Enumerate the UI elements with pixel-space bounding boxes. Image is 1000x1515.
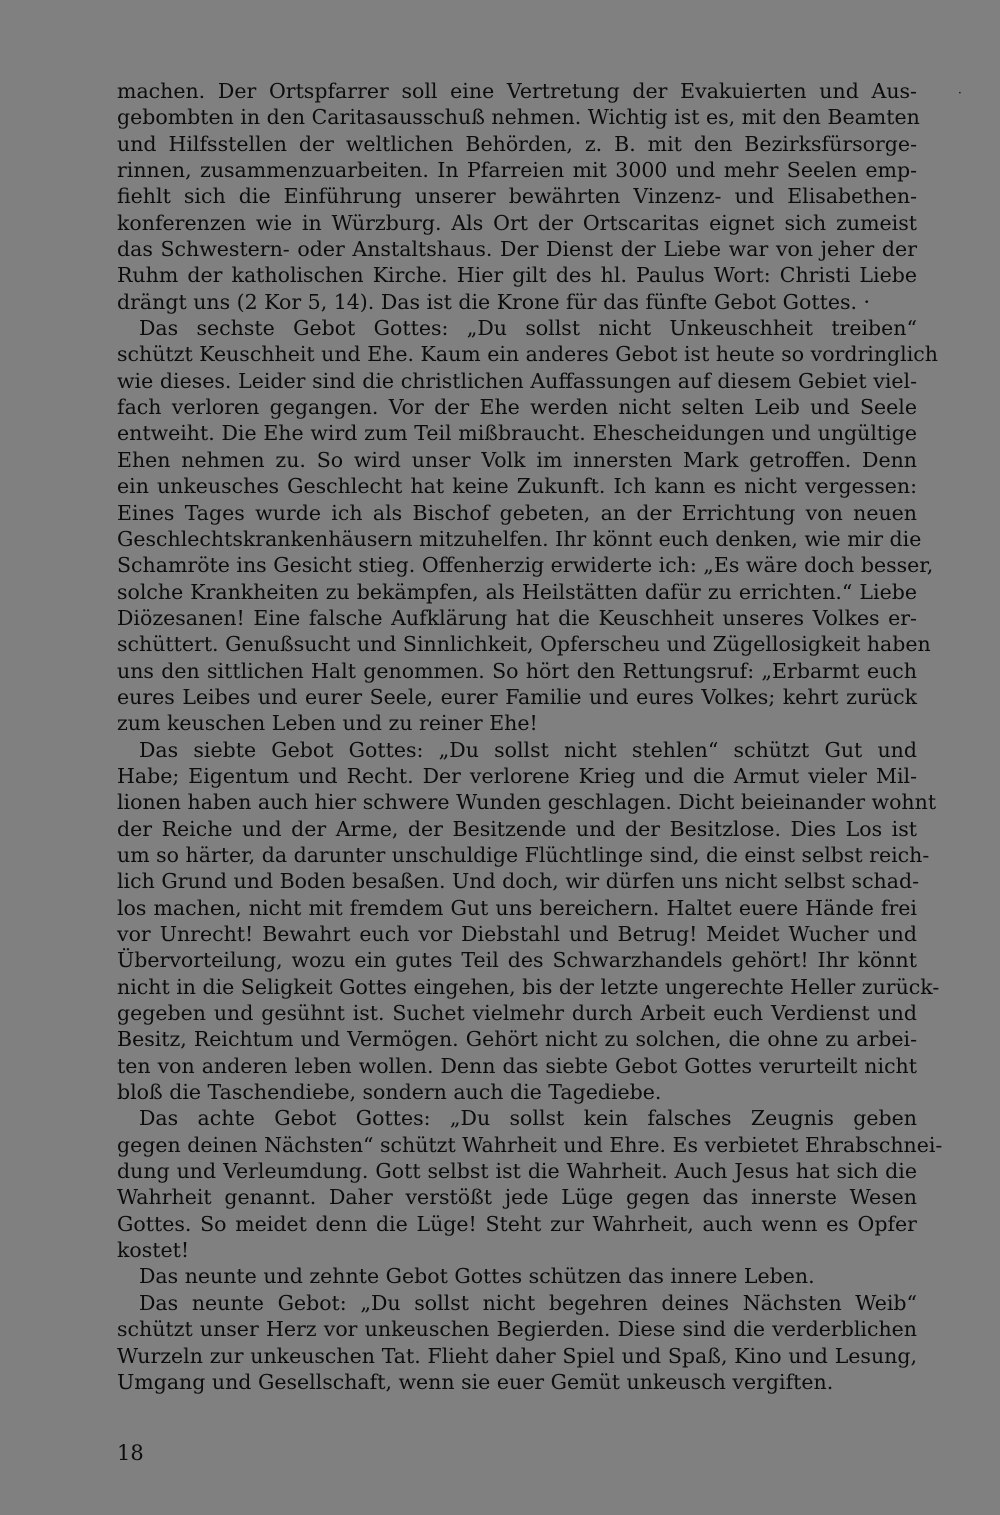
text-line: schützt unser Herz vor unkeuschen Begierden. Diese sind die verderblichen	[117, 1317, 917, 1342]
text-line: Das neunte und zehnte Gebot Gottes schützen das innere Leben.	[139, 1264, 815, 1289]
text-line: fiehlt sich die Einführung unserer bewährten Vinzenz- und Elisabethen-	[117, 184, 917, 209]
text-line: konferenzen wie in Würzburg. Als Ort der Ortscaritas eignet sich zumeist	[117, 210, 917, 235]
text-line: Wahrheit genannt. Daher verstößt jede Lüge gegen das innerste Wesen	[117, 1185, 917, 1210]
text-line: gegeben und gesühnt ist. Suchet vielmehr durch Arbeit euch Verdienst und	[117, 1001, 917, 1026]
text-line: gebombten in den Caritasausschuß nehmen. Wichtig ist es, mit den Beamten	[117, 105, 920, 130]
text-line: der Reiche und der Arme, der Besitzende und der Besitzlose. Dies Los ist	[117, 816, 917, 841]
stray-mark: ·	[958, 86, 962, 100]
text-line: Besitz, Reichtum und Vermögen. Gehört nicht zu solchen, die ohne zu arbei-	[117, 1027, 917, 1052]
text-line: schüttert. Genußsucht und Sinnlichkeit, Opferscheu und Zügellosigkeit haben	[117, 632, 931, 657]
body-text	[117, 78, 943, 1395]
page-number: 18	[117, 1441, 144, 1465]
text-line: Diözesanen! Eine falsche Aufklärung hat die Keuschheit unseres Volkes er-	[117, 605, 917, 630]
text-line: kostet!	[117, 1238, 190, 1263]
text-line: Das siebte Gebot Gottes: „Du sollst nicht stehlen“ schützt Gut und	[139, 737, 917, 762]
text-line: eures Leibes und eurer Seele, eurer Familie und eures Volkes; kehrt zurück	[117, 684, 917, 709]
text-line: um so härter, da darunter unschuldige Flüchtlinge sind, die einst selbst reich-	[117, 842, 930, 867]
text-line: ein unkeusches Geschlecht hat keine Zukunft. Ich kann es nicht vergessen:	[117, 474, 917, 499]
text-line: Übervorteilung, wozu ein gutes Teil des Schwarzhandels gehört! Ihr könnt	[117, 948, 917, 973]
text-line: lionen haben auch hier schwere Wunden geschlagen. Dicht beieinander wohnt	[117, 790, 937, 815]
text-line: gegen deinen Nächsten“ schützt Wahrheit und Ehre. Es verbietet Ehrabschnei-	[117, 1132, 943, 1157]
text-line: dung und Verleumdung. Gott selbst ist die Wahrheit. Auch Jesus hat sich die	[117, 1159, 917, 1184]
text-line: Wurzeln zur unkeuschen Tat. Flieht daher Spiel und Spaß, Kino und Lesung,	[117, 1343, 917, 1368]
text-line: lich Grund und Boden besaßen. Und doch, wir dürfen uns nicht selbst schad-	[117, 869, 920, 894]
text-line: machen. Der Ortspfarrer soll eine Vertretung der Evakuierten und Aus-	[117, 79, 917, 103]
text-line: Schamröte ins Gesicht stieg. Offenherzig erwiderte ich: „Es wäre doch besser,	[117, 553, 934, 578]
text-line: Geschlechtskrankenhäusern mitzuhelfen. Ihr könnt euch denken, wie mir die	[117, 526, 922, 551]
text-line: ten von anderen leben wollen. Denn das siebte Gebot Gottes verurteilt nicht	[117, 1053, 917, 1078]
text-line: drängt uns (2 Kor 5, 14). Das ist die Krone für das fünfte Gebot Gottes. ·	[117, 289, 871, 314]
text-line: wie dieses. Leider sind die christlichen Auffassungen auf diesem Gebiet viel-	[117, 368, 917, 393]
text-line: entweiht. Die Ehe wird zum Teil mißbraucht. Ehescheidungen und ungültige	[117, 421, 917, 446]
text-line: Eines Tages wurde ich als Bischof gebeten, an der Errichtung von neuen	[117, 500, 917, 525]
text-line: Ehen nehmen zu. So wird unser Volk im innersten Mark getroffen. Denn	[117, 447, 917, 472]
text-line: das Schwestern- oder Anstaltshaus. Der Dienst der Liebe war von jeher der	[117, 237, 917, 262]
text-line: Ruhm der katholischen Kirche. Hier gilt des hl. Paulus Wort: Christi Liebe	[117, 263, 917, 288]
text-line: bloß die Taschendiebe, sondern auch die Tagediebe.	[117, 1080, 662, 1105]
text-line: schützt Keuschheit und Ehe. Kaum ein anderes Gebot ist heute so vordringlich	[117, 342, 938, 367]
text-line: Das achte Gebot Gottes: „Du sollst kein falsches Zeugnis geben	[139, 1106, 917, 1131]
text-line: nicht in die Seligkeit Gottes eingehen, bis der letzte ungerechte Heller zurück-	[117, 974, 940, 999]
text-line: los machen, nicht mit fremdem Gut uns bereichern. Haltet euere Hände frei	[117, 895, 917, 920]
text-line: fach verloren gegangen. Vor der Ehe werden nicht selten Leib und Seele	[117, 395, 917, 420]
text-line: Das sechste Gebot Gottes: „Du sollst nicht Unkeuschheit treiben“	[139, 316, 917, 341]
text-line: solche Krankheiten zu bekämpfen, als Heilstätten dafür zu errichten.“ Liebe	[117, 579, 917, 604]
text-line: Umgang und Gesellschaft, wenn sie euer Gemüt unkeusch vergiften.	[117, 1369, 834, 1394]
text-line: Habe; Eigentum und Recht. Der verlorene Krieg und die Armut vieler Mil-	[117, 763, 917, 788]
text-line: uns den sittlichen Halt genommen. So hört den Rettungsruf: „Erbarmt euch	[117, 658, 917, 683]
text-line: vor Unrecht! Bewahrt euch vor Diebstahl und Betrug! Meidet Wucher und	[117, 922, 917, 946]
text-line: Das neunte Gebot: „Du sollst nicht begehren deines Nächsten Weib“	[139, 1290, 917, 1315]
text-line: zum keuschen Leben und zu reiner Ehe!	[117, 711, 538, 736]
text-line: Gottes. So meidet denn die Lüge! Steht zur Wahrheit, auch wenn es Opfer	[117, 1211, 917, 1236]
text-line: und Hilfsstellen der weltlichen Behörden, z. B. mit den Bezirksfürsorge-	[117, 131, 917, 156]
text-line: rinnen, zusammenzuarbeiten. In Pfarreien mit 3000 und mehr Seelen emp-	[117, 158, 917, 183]
